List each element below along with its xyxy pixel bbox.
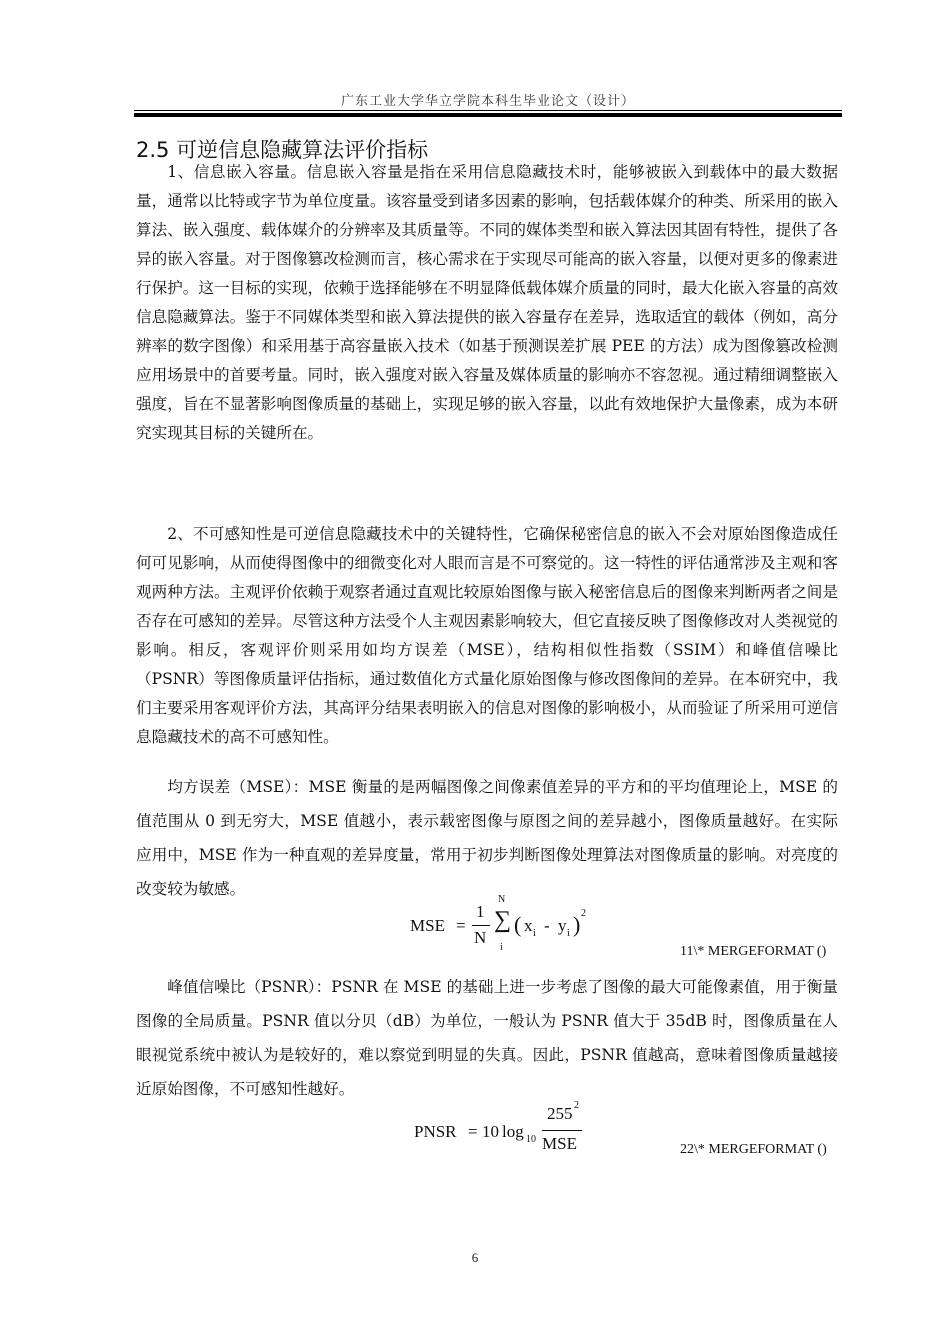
psnr-fraction-numerator: 255 — [547, 1104, 573, 1123]
mse-sum-symbol: ∑ — [494, 907, 512, 933]
psnr-log-base: 10 — [526, 1134, 536, 1145]
psnr-log: log — [502, 1122, 524, 1141]
mse-y-sub: i — [567, 928, 570, 939]
psnr-formula — [414, 1102, 614, 1162]
header-rule-thin — [134, 110, 842, 111]
psnr-equals: = — [468, 1122, 478, 1141]
mse-sum-lower: i — [500, 942, 503, 953]
page-header: 广东工业大学华立学院本科生毕业论文（设计） — [340, 94, 635, 109]
psnr-fraction-bar — [542, 1130, 582, 1131]
paragraph-imperceptibility: 2、不可感知性是可逆信息隐藏技术中的关键特性，它确保秘密信息的嵌入不会对原始图像造成任何可见影响，从而使得图像中的细微变化对人眼而言是不可察觉的。这一特性的评估通常涉及主观和客观两种方法。主观评价依赖于观察者通过直观比较原始图像与嵌入秘密信息后的图像来判断两者之间是否存在可感知的差异。尽管这种方法受个人主观因素影响较大，但它直接反映了图像修改对人类视觉的影响。相反，客观评价则采用如均方误差（MSE），结构相似性指数（SSIM）和峰值信噪比（PSNR）等图像质量评估指标，通过数值化方式量化原始图像与修改图像间的差异。在本研究中，我们主要采用客观评价方法，其高评分结果表明嵌入的信息对图像的影响极小，从而验证了所采用可逆信息隐藏技术的高不可感知性。 — [136, 525, 838, 746]
mse-lhs: MSE — [410, 916, 445, 935]
mse-fraction-bar — [472, 925, 490, 926]
mse-formula — [410, 894, 610, 958]
mse-right-paren: ) — [573, 912, 581, 937]
equation-1-number: 11\* MERGEFORMAT () — [680, 944, 827, 959]
header-rule-thick — [134, 113, 842, 117]
mse-x: x — [524, 916, 533, 935]
mse-x-sub: i — [533, 928, 536, 939]
psnr-fraction-denominator: MSE — [542, 1134, 577, 1153]
mse-square: 2 — [581, 908, 586, 919]
mse-fraction-numerator: 1 — [476, 902, 485, 921]
mse-fraction-denominator: N — [474, 928, 487, 947]
mse-minus: - — [544, 916, 550, 935]
psnr-numerator-power: 2 — [574, 1100, 579, 1111]
paragraph-embedding-capacity: 1、信息嵌入容量。信息嵌入容量是指在采用信息隐藏技术时，能够被嵌入到载体中的最大数据量，通常以比特或字节为单位度量。该容量受到诸多因素的影响，包括载体媒介的种类、所采用的嵌入算法、嵌入强度、载体媒介的分辨率及其质量等。不同的媒体类型和嵌入算法因其固有特性，提供了各异的嵌入容量。对于图像篡改检测而言，核心需求在于实现尽可能高的嵌入容量，以便对更多的像素进行保护。这一目标的实现，依赖于选择能够在不明显降低载体媒介质量的同时，最大化嵌入容量的高效信息隐藏算法。鉴于不同媒体类型和嵌入算法提供的嵌入容量存在差异，选取适宜的载体（例如，高分辨率的数字图像）和采用基于高容量嵌入技术（如基于预测误差扩展 PEE 的方法）成为图像篡改检测应用场景中的首要考量。同时，嵌入强度对嵌入容量及媒体质量的影响亦不容忽视。通过精细调整嵌入强度，旨在不显著影响图像质量的基础上，实现足够的嵌入容量，以此有效地保护大量像素，成为本研究实现其目标的关键所在。 — [136, 163, 838, 442]
equation-2-number: 22\* MERGEFORMAT () — [680, 1142, 827, 1157]
paragraph-psnr: 峰值信噪比（PSNR）：PSNR 在 MSE 的基础上进一步考虑了图像的最大可能像素值，用于衡量图像的全局质量。PSNR 值以分贝（dB）为单位，一般认为 PSNR 值大于 35dB 时，图像质量在人眼视觉系统中被认为是较好的，难以察觉到明显的失真。因此，PSNR 值越高，意味着图像质量越接近原始图像，不可感知性越好。 — [136, 978, 838, 1098]
mse-left-paren: ( — [514, 912, 522, 937]
paragraph-mse: 均方误差（MSE）：MSE 衡量的是两幅图像之间像素值差异的平方和的平均值理论上，MSE 的值范围从 0 到无穷大，MSE 值越小，表示载密图像与原图之间的差异越小，图像质量越好。在实际应用中，MSE 作为一种直观的差异度量，常用于初步判断图像处理算法对图像质量的影响。对亮度的改变较为敏感。 — [136, 778, 838, 898]
mse-y: y — [558, 916, 567, 935]
mse-equals: = — [456, 916, 466, 935]
mse-sum-upper: N — [498, 894, 506, 905]
psnr-coefficient: 10 — [482, 1122, 499, 1141]
page-number: 6 — [471, 1250, 479, 1265]
section-title: 2.5 可逆信息隐藏算法评价指标 — [136, 138, 429, 162]
psnr-lhs: PNSR — [414, 1122, 457, 1141]
